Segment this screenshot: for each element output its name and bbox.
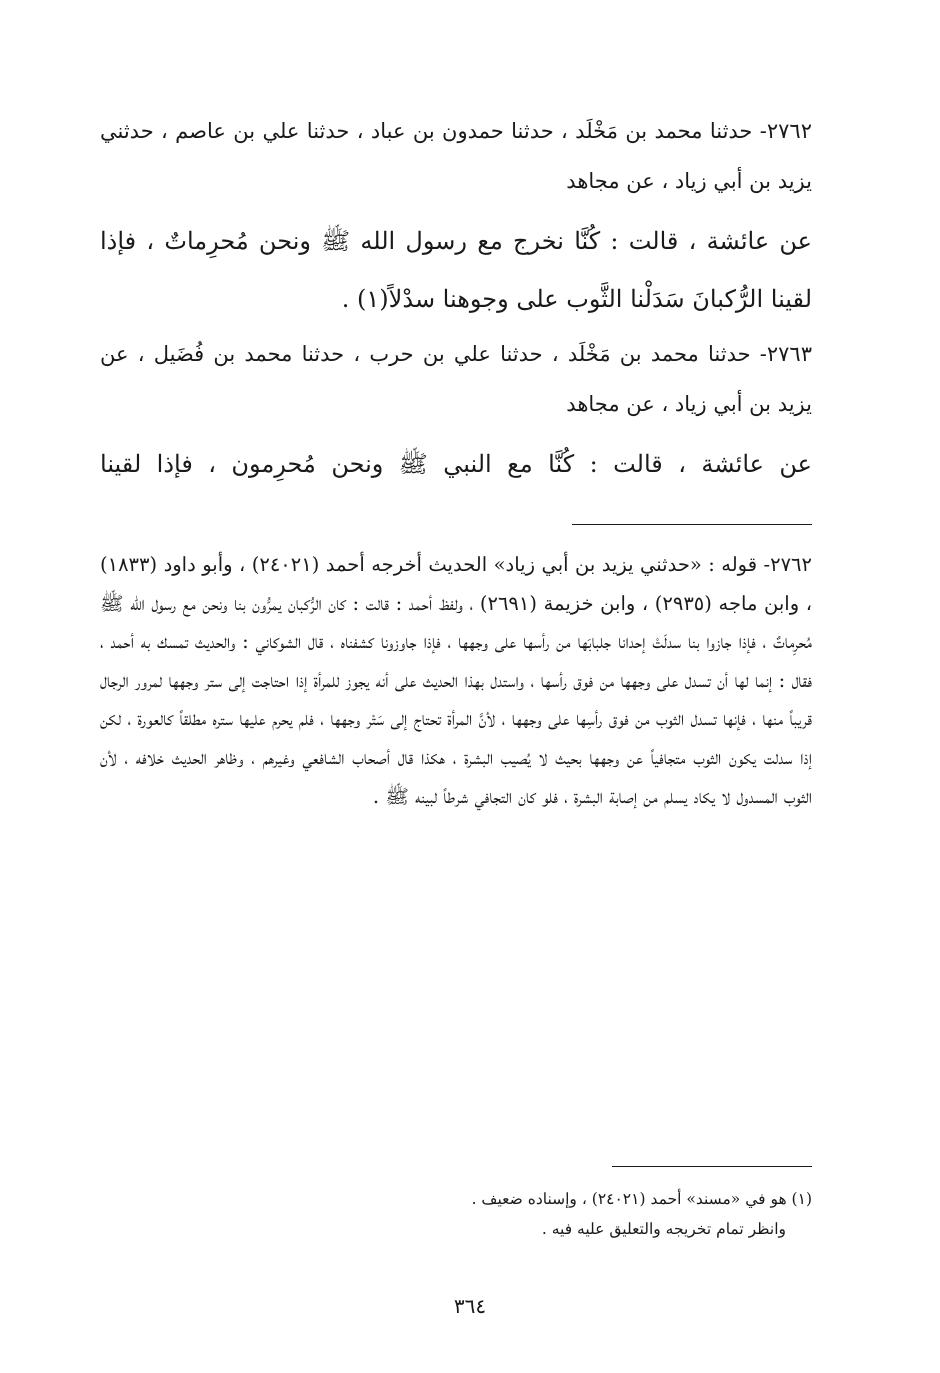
hadith-text: عن عائشة ، قالت : كُنَّا مع النبي ﷺ ونحن مُحرِمون ، فإذا لقينا: [100, 450, 812, 478]
hadith-text: عن عائشة ، قالت : كُنَّا نخرج مع رسول الله ﷺ ونحن مُحرِماتٌ ، فإذا لقينا الرُّكبانَ سَدَلْنا الثَّوب على وجوهنا سدْلاً(١) .: [100, 227, 812, 313]
hadith-2763: [100, 329, 812, 493]
hadith-2762: [100, 106, 812, 328]
commentary: ٢٧٦٢- قوله : «حدثني يزيد بن أبي زياد» الحديث أخرجه أحمد (٢٤٠٢١) ، وأبو داود (١٨٣٣) ، وابن ماجه (٢٩٣٥) ، وابن خزيمة (٢٦٩١) ، ولفظ أحمد : قالت : كان الرُّكبان يمرُّون بنا ونحن مع رسول الله ﷺ مُحرِماتٌ ، فإذا جازوا بنا سدلَتْ إحدانا جلبابَها من رأسها على وجهها ، فإذا جاوزونا كشفناه ، قال الشوكاني : والحديث تمسك به أحمد ، فقال : إنما لها أن تسدل على وجهها من فوق رأسها ، واستدل بهذا الحديث على أنه يجوز للمرأة إذا احتاجت إلى ستر وجهها لمرور الرجال قريباً منها ، فإنها تسدل الثوب من فوق رأسِها على وجهها ، لأنَّ المرأة تحتاج إلى سَتْر وجهها ، فلم يحرم عليها ستره مطلقاً كالعورة ، لكن إذا سدلت يكون الثوب متجافياً عن وجهها بحيث لا يُصيب البشرة ، هكذا قال أصحاب الشافعي وغيرهم ، وظاهر الحديث خلافه ، لأن الثوب المسدول لا يكاد يسلم من إصابة البشرة ، فلو كان التجافي شرطاً لبينه ﷺ .: [100, 553, 813, 808]
footnote: [100, 1184, 812, 1244]
footnote-line: وانظر تمام تخريجه والتعليق عليه فيه .: [541, 1220, 786, 1238]
hadith-chain: ٢٧٦٢- حدثنا محمد بن مَخْلَد ، حدثنا حمدون بن عباد ، حدثنا علي بن عاصم ، حدثني يزيد بن أبي زياد ، عن مجاهد: [100, 119, 812, 193]
page-number: ٣٦٤: [453, 1294, 487, 1318]
hadith-chain: ٢٧٦٣- حدثنا محمد بن مَخْلَد ، حدثنا علي بن حرب ، حدثنا محمد بن فُضَيل ، عن يزيد بن أبي زياد ، عن مجاهد: [100, 342, 812, 416]
commentary-divider: [572, 524, 812, 525]
footnote-line: (١) هو في «مسند» أحمد (٢٤٠٢١) ، وإسناده ضعيف .: [471, 1190, 812, 1208]
footnote-divider: [612, 1166, 812, 1167]
